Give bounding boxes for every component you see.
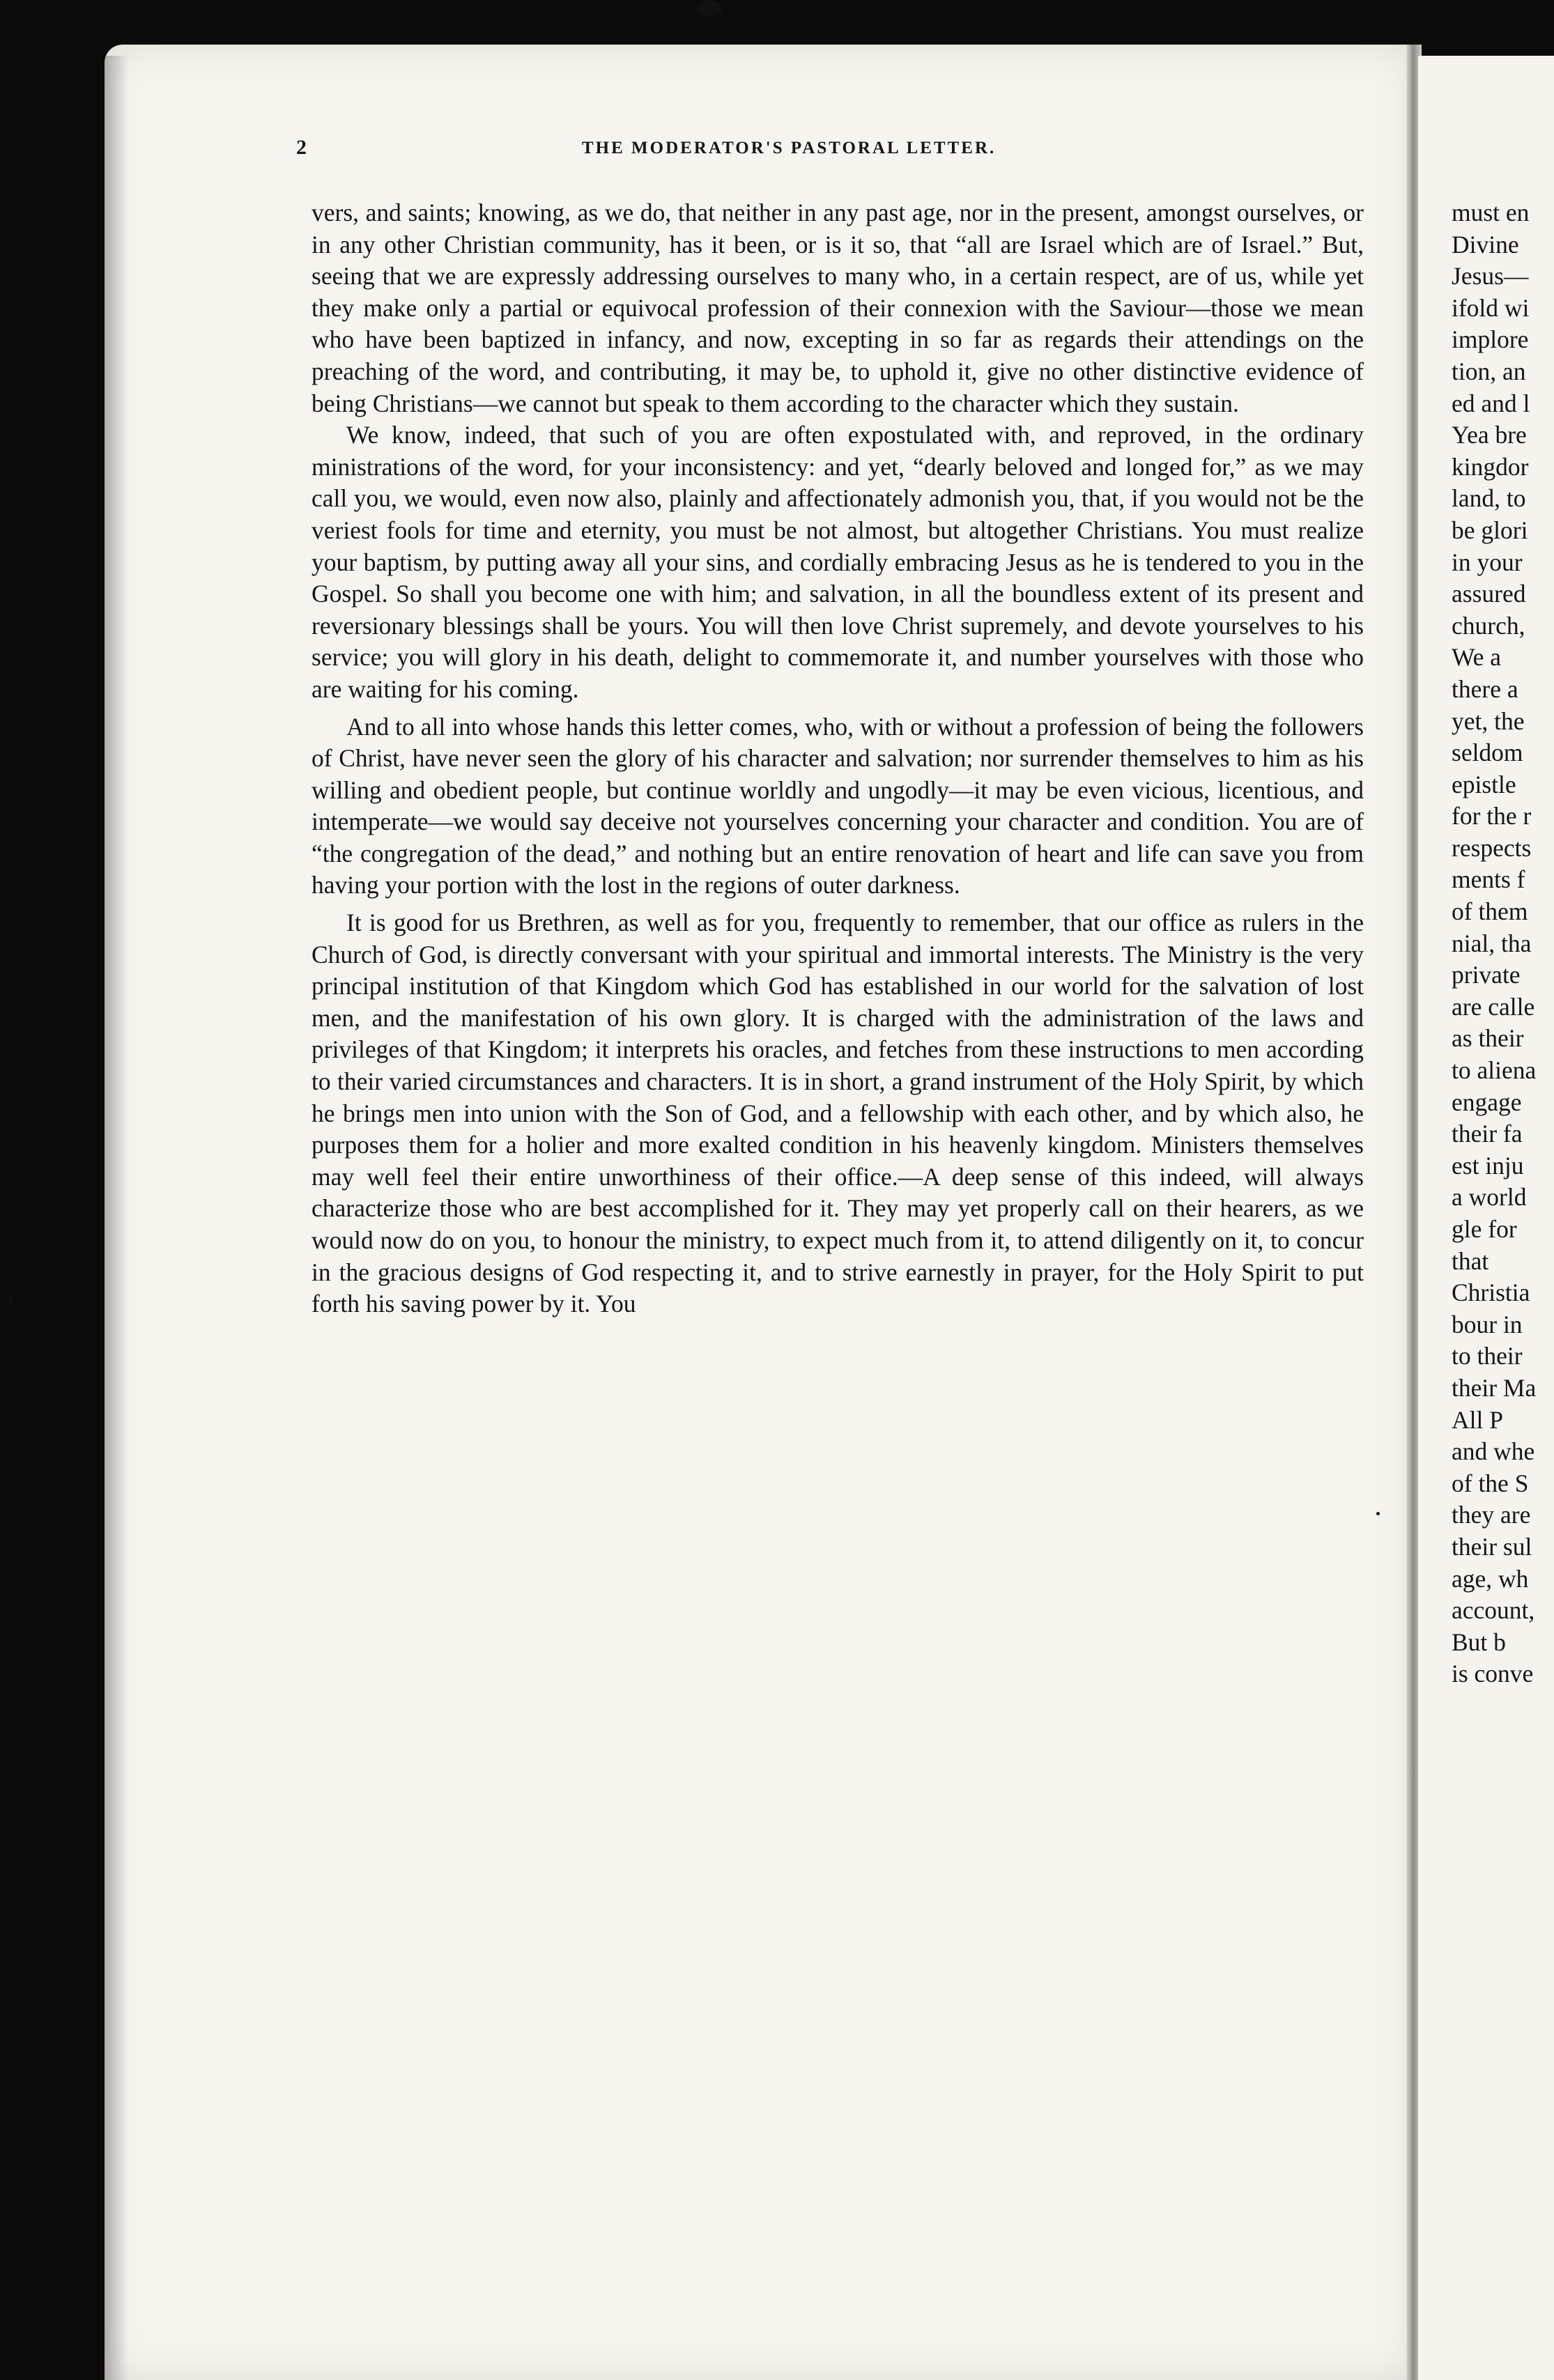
facing-page-line: age, wh [1452,1564,1529,1593]
facing-page-line: land, to [1452,484,1526,513]
facing-page-line: account, [1452,1596,1535,1625]
paragraph-4: It is good for us Brethren, as well as for you, frequently to remember, that our office as rulers in the Church of God, is directly conversant with your spiritual and immortal interests. The Ministry is the very principal institution of that Kingdom which God has established in our world for the salvation of lost men, and the manifestation of his own glory. It is charged with the administration of the laws and privileges of that Kingdom; it interprets his oracles, and fetches from these instructions to men according to their varied circumstances and characters. It is in short, a grand instrument of the Holy Spirit, by which he brings men into union with the Son of God, and a fellowship with each other, and by which also, he purposes them for a holier and more exalted condition in his heavenly kingdom. Ministers themselves may well feel their entire unworthiness of their office.—A deep sense of this indeed, will always characterize those who are best accomplished for it. They may yet properly call on their hearers, as we would now do on you, to honour the ministry, to expect much from it, to attend diligently on it, to concur in the gracious designs of God respecting it, and to strive earnestly in prayer, for the Holy Spirit to put forth his saving power by it. You [311,909,1364,1318]
facing-page-line: est inju [1452,1151,1524,1180]
facing-page-line: engage [1452,1088,1522,1116]
running-head [296,136,1369,167]
facing-page-line: is conve [1452,1660,1534,1688]
facing-page-text [1452,197,1554,1690]
facing-page-line: respects [1452,833,1532,862]
facing-page-line: are calle [1452,992,1535,1021]
page-number: 2 [296,136,307,159]
scan-speck [8,1296,13,1306]
facing-page-line: gle for [1452,1215,1517,1243]
header-title: THE MODERATOR'S PASTORAL LETTER. [582,139,997,157]
facing-page-line: of them [1452,897,1528,926]
facing-page-line: as their [1452,1024,1524,1053]
scan-speck [1376,1512,1380,1515]
facing-page-line: ifold wi [1452,293,1530,322]
letter-body [311,197,1364,1320]
facing-page-line: to their [1452,1342,1523,1370]
facing-page-line: in your [1452,548,1523,576]
facing-page-line: All P [1452,1405,1503,1434]
facing-page-line: epistle [1452,770,1516,798]
facing-page-line: private [1452,961,1521,989]
paragraph-2: We know, indeed, that such of you are often expostulated with, and reproved, in the ordinary ministrations of the word, for your inconsistency: and yet, “dearly beloved and longed for,” as we may call you, we would, even now also, plainly and affectionately admonish you, that, if you would not be the veriest fools for time and eternity, you must be not almost, but altogether Christians. You must realize your baptism, by putting away all your sins, and cordially embracing Jesus as he is tendered to you in the Gospel. So shall you become one with him; and salvation, in all the boundless extent of its present and reversionary blessings shall be yours. You will then love Christ supremely, and devote yourselves to his service; you will glory in his death, delight to commemorate it, and number yourselves with those who are waiting for his coming. [311,421,1364,703]
facing-page-line: tion, an [1452,357,1526,385]
facing-page-line: church, [1452,611,1525,640]
facing-page-line: their sul [1452,1532,1532,1561]
facing-page-line: and whe [1452,1437,1535,1466]
facing-page-line: seldom [1452,739,1523,767]
facing-page-line: yet, the [1452,706,1525,735]
scan-speck [697,0,722,17]
facing-page-line: ments f [1452,865,1525,894]
page-edge-shadow [105,56,128,2380]
facing-page-line: nial, tha [1452,929,1532,957]
facing-page-line: for the r [1452,802,1532,830]
facing-page-line: Yea bre [1452,421,1527,449]
facing-page-line: ed and l [1452,389,1530,417]
facing-page-line: their fa [1452,1120,1523,1148]
paragraph-1: vers, and saints; knowing, as we do, that neither in any past age, nor in the present, amongst ourselves, or in any other Christian community, has it been, or is it so, that “all are Israel which are of Israel.” But, seeing that we are expressly addressing ourselves to many who, in a certain respect, are of us, while yet they make only a partial or equivocal profession of their connexion with the Saviour—those we mean who have been baptized in infancy, and now, excepting in so far as regards their attendings on the preaching of the word, and contributing, it may be, to uphold it, give no other distinctive evidence of being Christians—we cannot but speak to them according to the character which they sustain. [311,199,1364,417]
facing-page-line: to aliena [1452,1056,1537,1085]
facing-page-line: of the S [1452,1469,1529,1497]
facing-page-line: But b [1452,1628,1506,1656]
facing-page-line: their Ma [1452,1373,1537,1402]
facing-page-line: kingdor [1452,452,1529,481]
facing-page-line: they are [1452,1501,1531,1529]
paragraph-3: And to all into whose hands this letter comes, who, with or without a profession of being the followers of Christ, have never seen the glory of his character and salvation; nor surrender themselves to him as his willing and obedient people, but continue worldly and ungodly—it may be even vicious, licentious, and intemperate—we would say deceive not yourselves concerning your character and condition. You are of “the congregation of the dead,” and nothing but an entire renovation of heart and life can save you from having your portion with the lost in the regions of outer darkness. [311,712,1364,899]
facing-page-line: a world [1452,1183,1527,1212]
facing-page-line: Jesus— [1452,262,1529,291]
facing-page-line: We a [1452,643,1502,672]
facing-page-line: must en [1452,199,1530,226]
facing-page-line: bour in [1452,1310,1523,1338]
facing-page [1418,56,1554,2380]
facing-page-line: that [1452,1246,1489,1275]
facing-page-line: implore [1452,325,1529,354]
facing-page-line: assured [1452,580,1526,608]
facing-page-line: there a [1452,674,1518,703]
facing-page-line: be glori [1452,516,1528,544]
facing-page-line: Christia [1452,1278,1530,1307]
facing-page-line: Divine [1452,230,1519,258]
